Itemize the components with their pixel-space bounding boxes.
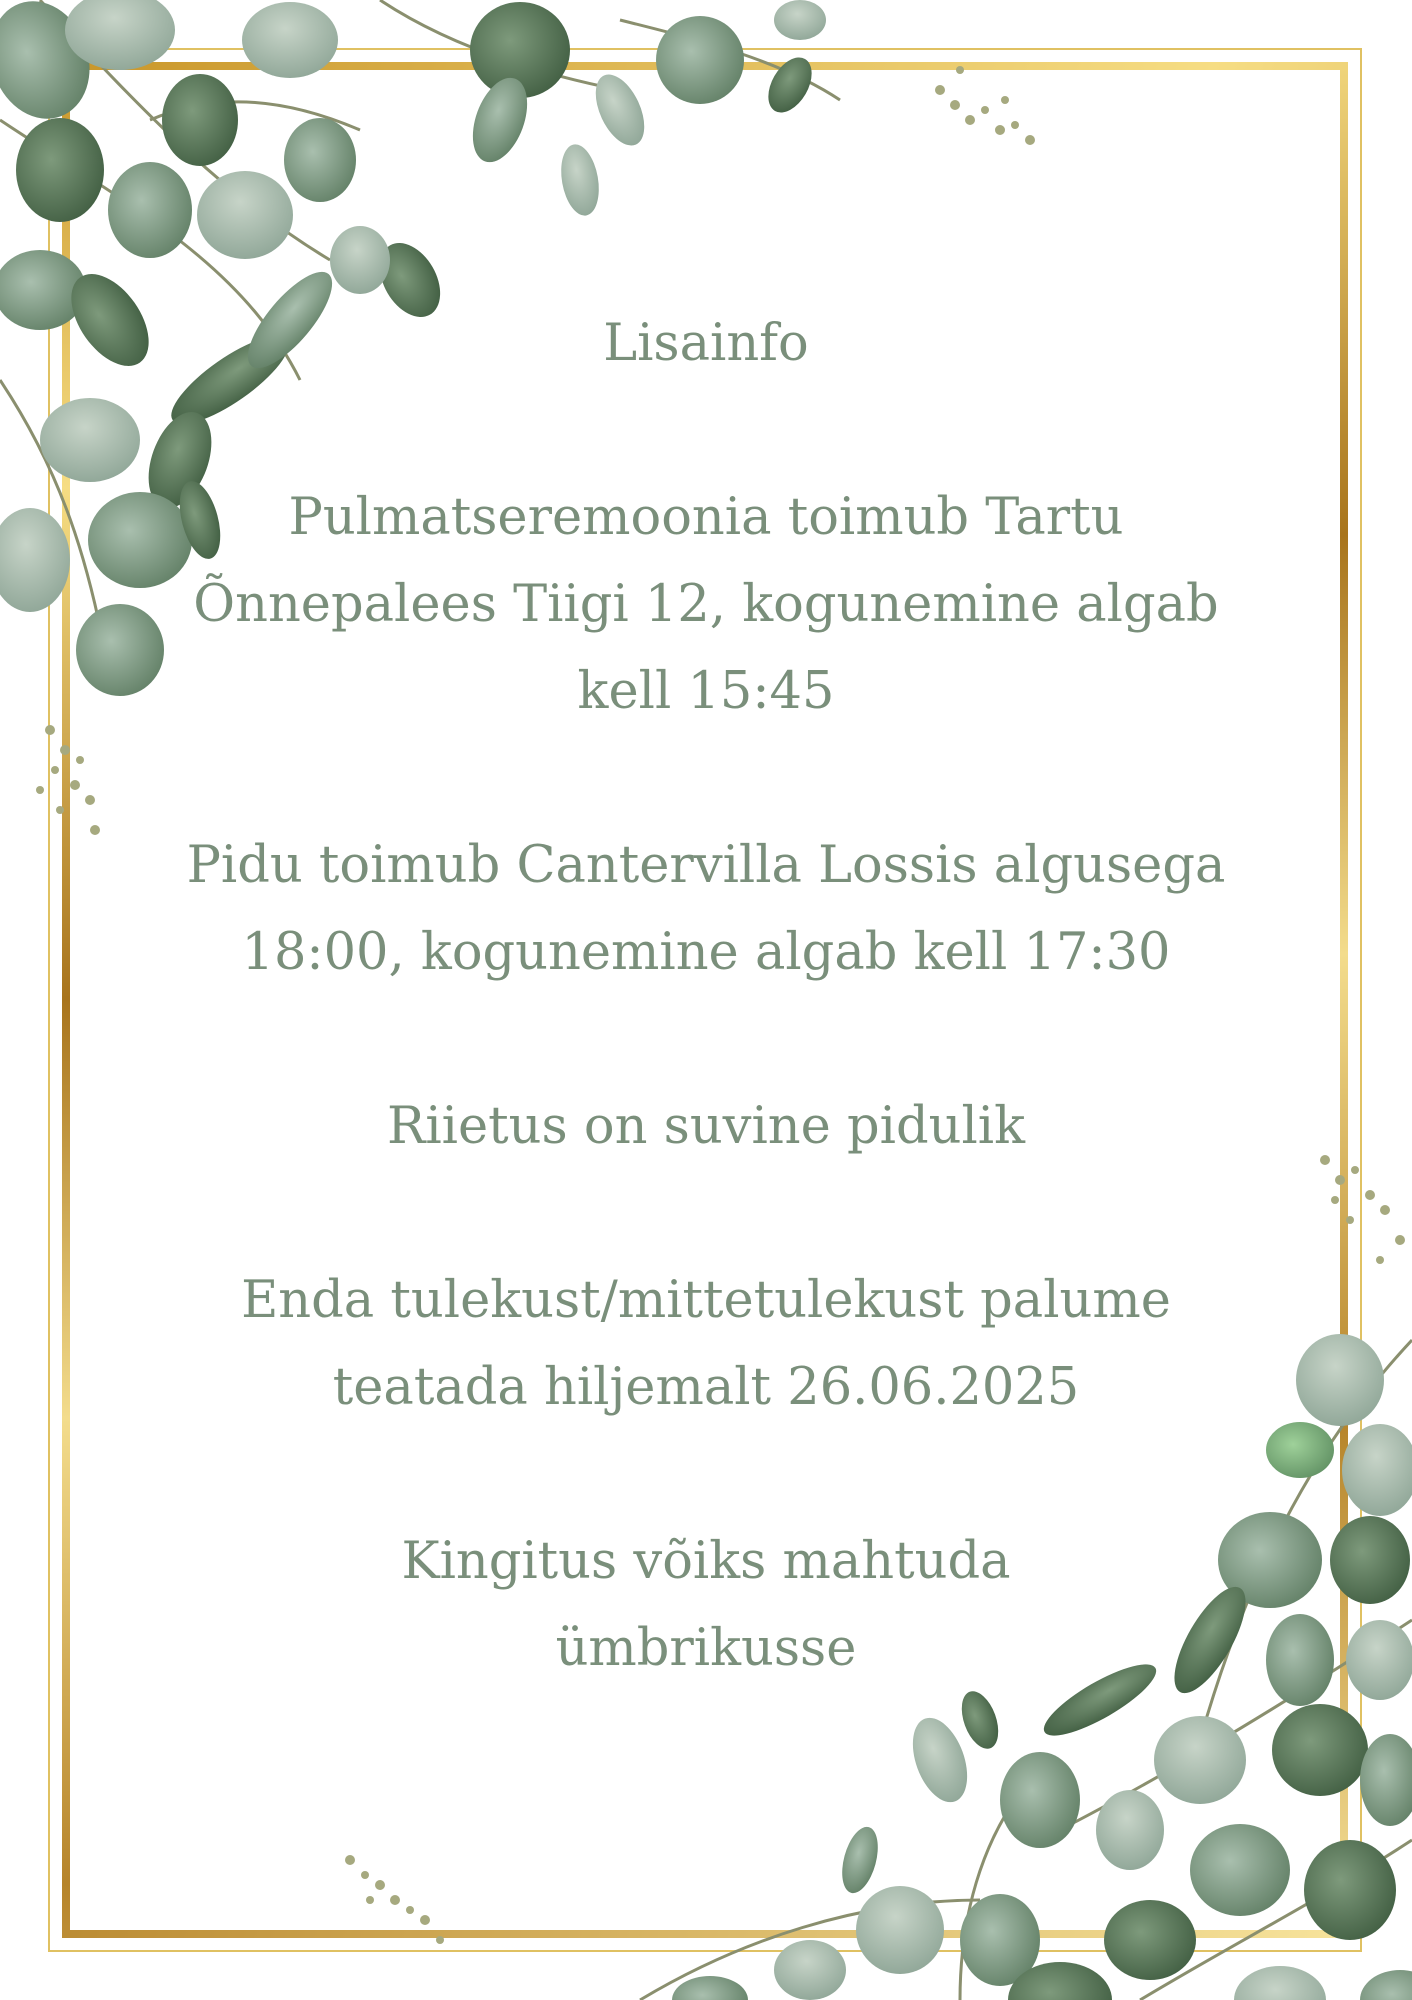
ceremony-paragraph (150, 474, 1262, 735)
paragraph-line: 18:00, kogunemine algab kell 17:30 (241, 923, 1171, 982)
page-title: Lisainfo (603, 314, 809, 373)
paragraph-line: Kingitus võiks mahtuda (401, 1532, 1011, 1591)
paragraph-line: Pidu toimub Cantervilla Lossis algusega (186, 836, 1226, 895)
info-content (150, 300, 1262, 1779)
paragraph-line: ümbrikusse (555, 1619, 857, 1678)
party-paragraph (150, 822, 1262, 996)
paragraph-line: kell 15:45 (577, 662, 835, 721)
paragraph-line: Õnnepalees Tiigi 12, kogunemine algab (193, 575, 1219, 634)
rsvp-paragraph (150, 1257, 1262, 1431)
paragraph-line: Enda tulekust/mittetulekust palume (241, 1271, 1171, 1330)
gift-paragraph (150, 1518, 1262, 1692)
dresscode-paragraph (150, 1083, 1262, 1170)
paragraph-line: Pulmatseremoonia toimub Tartu (288, 488, 1124, 547)
paragraph-line: teatada hiljemalt 26.06.2025 (332, 1358, 1080, 1417)
paragraph-line: Riietus on suvine pidulik (386, 1097, 1026, 1156)
